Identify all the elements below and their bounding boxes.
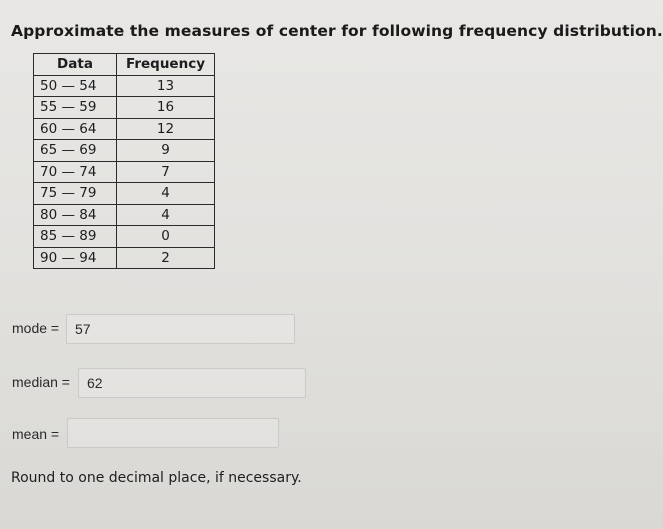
data-cell: 70 — 74 [34, 161, 117, 183]
table-row [34, 97, 215, 119]
frequency-cell: 13 [117, 75, 215, 97]
mean-label: mean = [12, 426, 60, 442]
table-row [34, 204, 215, 226]
frequency-cell: 2 [117, 247, 215, 269]
table-row [34, 140, 215, 162]
frequency-cell: 7 [117, 161, 215, 183]
column-header-frequency: Frequency [117, 54, 215, 76]
frequency-cell: 9 [117, 140, 215, 162]
mean-input[interactable] [67, 418, 279, 448]
data-cell: 60 — 64 [34, 118, 117, 140]
frequency-cell: 4 [117, 183, 215, 205]
frequency-cell: 0 [117, 226, 215, 248]
mode-value: 57 [75, 321, 91, 337]
data-cell: 85 — 89 [34, 226, 117, 248]
table-row [34, 247, 215, 269]
table-row [34, 161, 215, 183]
column-header-data: Data [34, 54, 117, 76]
frequency-cell: 12 [117, 118, 215, 140]
frequency-table [33, 53, 215, 269]
frequency-cell: 16 [117, 97, 215, 119]
table-row [34, 118, 215, 140]
median-label: median = [12, 374, 70, 390]
data-cell: 55 — 59 [34, 97, 117, 119]
table-row [34, 226, 215, 248]
mode-label: mode = [12, 320, 60, 336]
table-header-row [34, 54, 215, 76]
table-row [34, 183, 215, 205]
median-input[interactable] [78, 368, 306, 398]
data-cell: 65 — 69 [34, 140, 117, 162]
data-cell: 90 — 94 [34, 247, 117, 269]
data-cell: 80 — 84 [34, 204, 117, 226]
table-row [34, 75, 215, 97]
question-title: Approximate the measures of center for following frequency distribution. [11, 22, 663, 40]
frequency-cell: 4 [117, 204, 215, 226]
data-cell: 75 — 79 [34, 183, 117, 205]
mode-input[interactable] [66, 314, 295, 344]
rounding-instructions: Round to one decimal place, if necessary. [11, 470, 302, 486]
median-value: 62 [87, 375, 103, 391]
data-cell: 50 — 54 [34, 75, 117, 97]
